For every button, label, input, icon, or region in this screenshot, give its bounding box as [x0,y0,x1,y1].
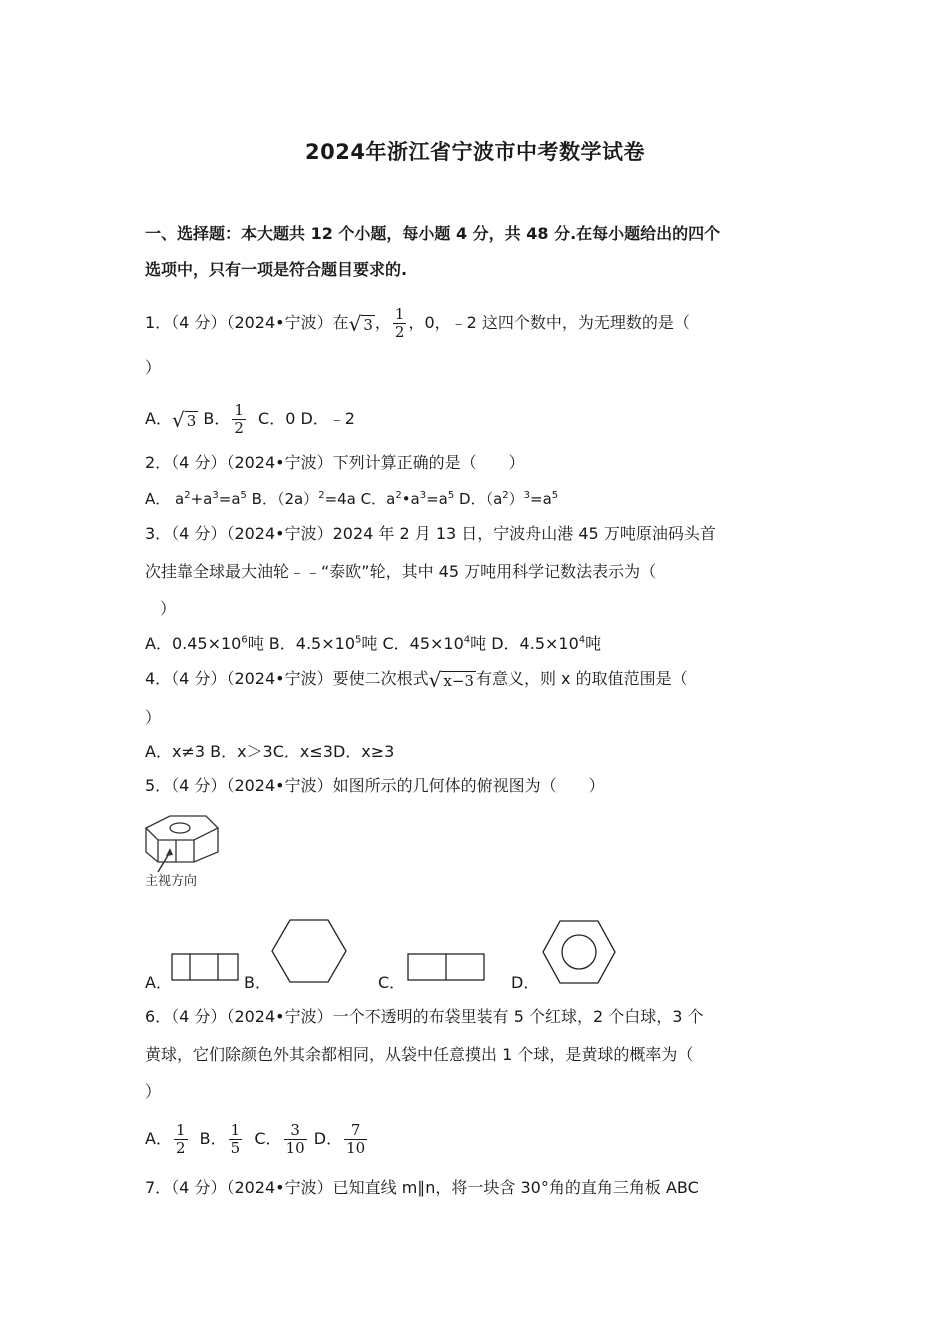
q1-option-a-label: A． [145,409,172,428]
q1-option-cd: C．0 D．﹣2 [258,409,355,428]
section-heading: 一、选择题：本大题共 12 个小题，每小题 4 分，共 48 分.在每小题给出的四个 [145,224,721,243]
question-6: 6．（4 分）（2024•宁波）一个不透明的布袋里装有 5 个红球，2 个白球，3 个 [145,1007,704,1026]
figure-caption: 主视方向 [145,874,198,889]
question-2: 2．（4 分）（2024•宁波）下列计算正确的是（ ） [145,453,525,472]
question-5: 5．（4 分）（2024•宁波）如图所示的几何体的俯视图为（ ） [145,776,605,795]
option-d-hexagon-with-circle [541,918,617,986]
sqrt-x-minus-3: √ x−3 [428,667,474,692]
page-title: 2024年浙江省宁波市中考数学试卷 [305,140,645,164]
question-6-close: ） [145,1082,162,1101]
q4-suffix: 有意义，则 x 的取值范围是（ [475,669,688,688]
q1-option-b-label: B． [203,409,231,428]
q1-options [145,402,355,437]
q3-options: A．$0.45\times 10^6$吨 B．$4.5\times 10^5$吨 C．$45\times 10^4$吨 D．$4.5\times 10^4$吨 [145,634,602,653]
q5-option-d-label: D． [511,973,540,992]
q6-a-frac: $\frac{1}{2}$ [175,1121,186,1157]
q1-option-b-frac: $\frac{1}{2}$ [234,401,244,437]
section-heading-cont: 选项中，只有一项是符合题目要求的. [145,260,408,279]
q5-option-b-label: B． [244,973,271,992]
q1-suffix: ，0，﹣2 这四个数中，为无理数的是（ [408,313,690,332]
q1-prefix: 1．（4 分）（2024•宁波）在 [145,313,349,332]
option-c-rect-two-cells [406,952,486,984]
question-7: 7．（4 分）（2024•宁波）已知直线 m∥n，将一块含 30°角的直角三角板 ABC [145,1178,699,1197]
q1-option-a-sqrt: √ 3 [171,407,197,432]
q2-options: A． $a^2+a^3=a^5$ B．$(2a)^2=4a$ C．$a^2•a^3=a^5$ D．$(a^2)^3=a^5$ [145,490,559,508]
q1-comma: ， [374,313,391,332]
q6-d-frac: $\frac{7}{10}$ [346,1121,366,1157]
q6-b-frac: $\frac{1}{5}$ [230,1121,241,1157]
option-b-hexagon [270,916,348,986]
sqrt-3: √ 3 [348,311,373,336]
option-a-rect-three-cells [170,952,242,984]
q6-c-frac: $\frac{3}{10}$ [285,1121,305,1157]
question-3-cont: 次挂靠全球最大油轮﹣﹣“泰欧”轮，其中 45 万吨用科学记数法表示为（ [145,562,657,581]
q4-prefix: 4．（4 分）（2024•宁波）要使二次根式 [145,669,429,688]
q5-option-c-label: C． [378,973,406,992]
question-1 [145,306,690,341]
question-6-cont: 黄球，它们除颜色外其余都相同，从袋中任意摸出 1 个球，是黄球的概率为（ [145,1045,694,1064]
q1-close: ） [145,358,162,377]
fraction-1-2: $\frac{1}{2}$ [394,305,405,341]
q4-options: A．x≠3 B．x＞3C．x≤3D．x≥3 [145,742,395,761]
q5-option-a-label: A． [145,973,172,992]
question-3: 3．（4 分）（2024•宁波）2024 年 2 月 13 日，宁波舟山港 45 万吨原油码头首 [145,524,716,543]
q6-options: A． $\frac{1}{2}$ B． $\frac{1}{5}$ C． $\frac{3}{10}$ D． $\frac{7}{10}$ [145,1121,366,1157]
q4-close: ） [145,708,162,727]
question-3-close: ） [160,599,177,618]
question-4 [145,667,688,691]
